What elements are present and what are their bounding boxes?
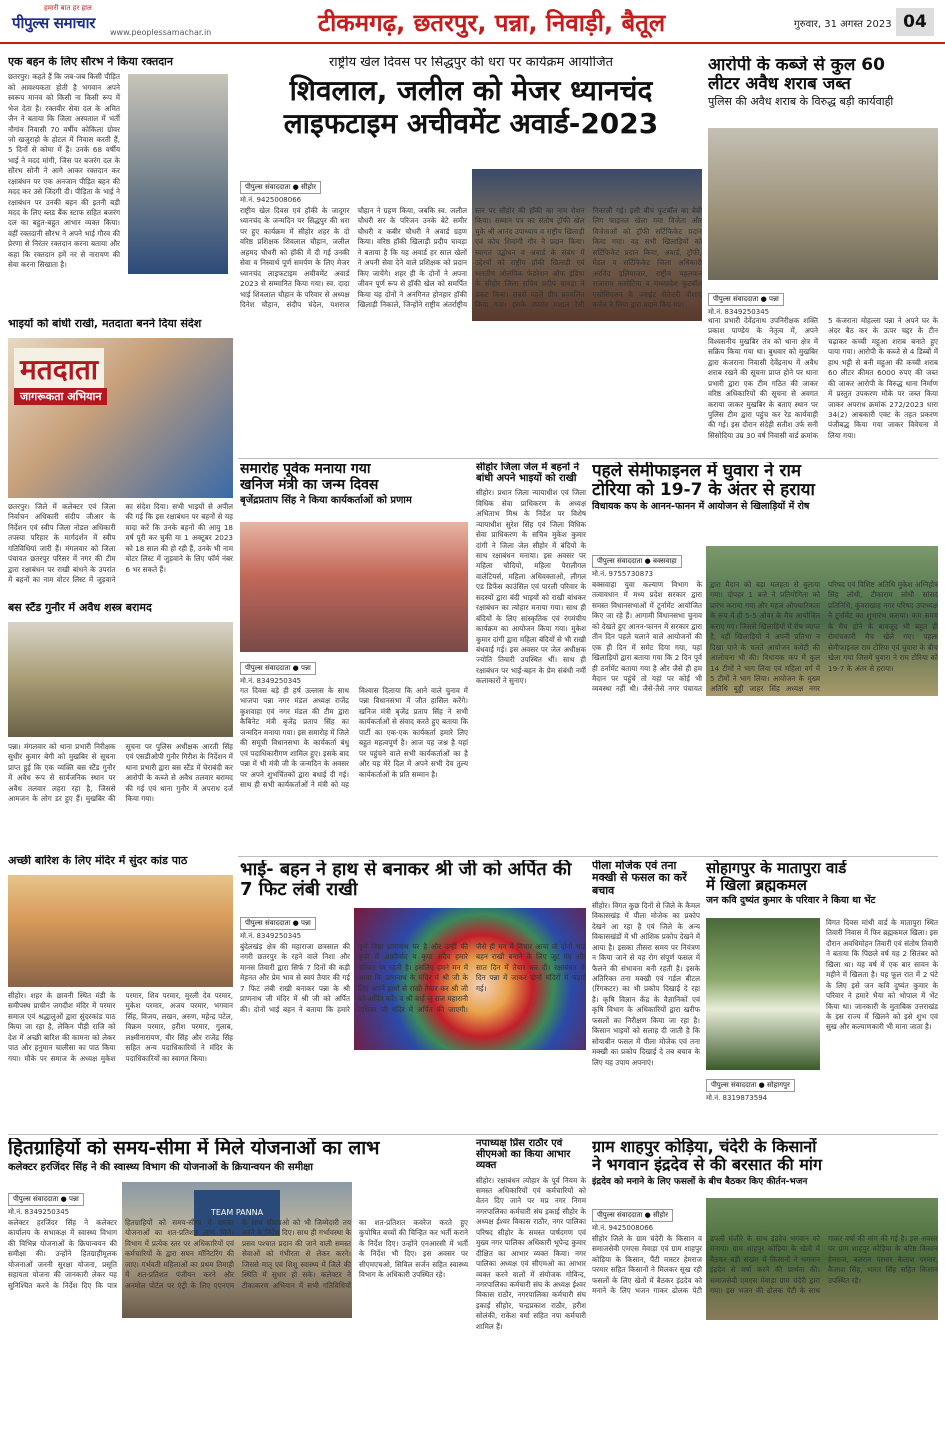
page-number: 04 [896, 8, 934, 36]
headline: समारोह पूर्वक मनाया गया [240, 462, 371, 477]
article-saurabh [8, 56, 228, 316]
kicker: राष्ट्रीय खेल दिवस पर सिद्धपुर की धरा पर कार्यक्रम आयोजित [328, 56, 614, 70]
headline: शिवलाल, जलील को मेजर ध्यानचंद [289, 73, 653, 107]
headline: सोहागपुर के मातापुरा वार्ड [706, 860, 847, 877]
article-body: सीहोर। रक्षाबंधन त्योहार के पूर्व नियम के समस्त अधिकारियों एवं कर्मचारियों को वेतन दिए जाने पर मप्र नगर निगम नगरपालिका कर्मचारी संघ इकाई सीहोर के अध्यक्ष ईश्वर विकास राठौर, नगर पालिका परिषद सीहोर के समस्त पार्षदगण एवं मुख्य नगर पालिका अधिकारी भूपेन्द्र कुमार दीक्षित का आभार व्यक्त किया। नगर पालिका अध्यक्ष एवं सीएमओ का आभार व्यक्त करने वालों में संयोजक गोविन्द, नगरपालिका कर्मचारी संघ के अध्यक्ष ईश्वर विकास राठौर, नगरपालिका कर्मचारी संघ इकाई सीहोर, चन्द्रप्रकाश राठौर, हरीश सोलंकी, राकेश वर्मा सहित नपा कर्मचारी शामिल हैं। [476, 1175, 586, 1331]
article-body: थाना प्रभारी देवेंद्रनाथ उपनिरीक्षक शक्ति प्रकाश पाण्डेय के नेतृत्व में, अपने विश्वसनीय मुखबिर तंत्र को थाना क्षेत्र में सक्रिय किया गया था। बुधवार को मुखबिर द्वारा कंजराना निवासी देवेंद्रनाथ में अवैध शराब रखने की सूचना प्राप्त होने पर थाना प्रभारी द्वारा एक टीम गठित की जाकर वरिष्ठ अधिकारियों की सूचना से अवगत कराया जाकर मुखबिर के बताए स्थान पर पुलिस टीम द्वारा पहुंच कर रेड कार्यवाही की गई। इस दौरान संदेही सतीश उर्फ सनी सिसोदिया उम्र 30 वर्ष निवासी वार्ड क्रमांक 5 कंजराना मोहल्ला पन्ना ने अपने घर के अंदर बैठ कर के ऊपर चद्दर के टीन चढ़ाकर कच्ची महुआ शराब बनाते हुए पाया गया। आरोपी के कब्जे से 4 डिब्बों में हाथ भट्टी से बनी महुआ की कच्ची शराब 60 लीटर कीमत 6000 रुपए की जब्त की जाकर आरोपी के विरुद्ध थाना निर्माण में प्रस्तुत उपकरण मौके पर जब्त किया जाकर अपराध क्रमांक 272/2023 धारा 34(2) आबकारी एक्ट के तहत प्रकरण पंजीबद्ध किया गया जाकर विवेचना में लिया गया। [708, 316, 938, 440]
article-sundarkand [8, 855, 233, 1115]
article-body: पन्ना। मंगलवार को थाना प्रभारी निरीक्षक सुधीर कुमार बेगी को मुखबिर से सूचना प्राप्त हुई कि एक व्यक्ति बस स्टैंड गुनौर में अवैध रूप से सार्वजनिक स्थान पर अवैध तलवार लहरा रहा है, जिससे आमजन के लोग डर हुए हैं। मुखबिर की सूचना पर पुलिस अधीक्षक आरती सिंह एवं एसडीओपी गुनौर गिरीश के निर्देशन में थाना प्रभारी द्वारा बस स्टैंड में घेराबंदी कर आरोपी के कब्जे से अवैध तलवार बरामद की गई एवं थाना गुनौर में अपराध दर्ज किया गया। [8, 742, 233, 804]
article-body: सीहोर जिले के ग्राम चंदेरी के किसान व समाजसेवी एमएस मेवाड़ा एवं ग्राम शाहपुर कोड़िया के किसान, पैंटी मास्टर हेमराज परमार सहित किसानों ने मिलकर सूख रही फसलों के लिए खेतों में बैठकर इंद्रदेव को मनाने के लिए भजन गाकर ढोलक पेटी ढपली मंजीरे के साथ इंद्रदेव भगवान को मनाया। ग्राम शाहपुर कोड़िया के खेतों में बैठकर बड़ी संख्या में किसानों ने भगवान इंद्रदेव से वर्षा करने की प्रार्थना की। समाजसेवी एमएस मेवाड़ा ग्राम चंदेरी द्वारा गया। इस भजन की ढोलक पेटी के साथ गाकर वर्षा की मांग की गई है। इस अवसर पर ग्राम शाहपुर कोड़िया के वरिष्ठ किसान हेमराज, बलराम परमार कैलाश परमार, कैलाश सिंह, भारत सिंह सहित किसान उपस्थित रहे। [592, 1234, 938, 1296]
article-body: सीहोर। शहर के छावनी स्थित मंडी के समीपस्थ प्राचीन जगदीश मंदिर में परमार समाज एवं श्रद्धालुओं द्वारा सुंदरकांड पाठ किया जा रहा है, लेकिन पीड़ी राजि को देश में अच्छी बारिश की कामना को लेकर पाठ और हनुमान चालीसा का पाठ किया गया। मौके पर समाज के अध्यक्ष मुकेश परमार, शिव परमार, मुरली देव परमार, मुकेश परमार, अजय परमार, भगवान सिंह, विजय, लखन, अरुण, महेन्द्र पटेल, विक्रम परमार, हरीश परमार, गुलाब, लक्ष्मीनारायण, वीर सिंह और राजेंद्र सिंह सहित अन्य पदाधिकारियों ने मंदिर के पदाधिकारियों का स्वागत किया। [8, 991, 233, 1063]
headline: बस स्टैंड गुनौर में अवैध शस्त्र बरामद [8, 602, 152, 614]
article-weapon [8, 602, 233, 852]
article-body: बक्सवाहा युवा कल्याण विभाग के तत्वावधान में मध्य प्रदेश सरकार द्वारा समस्त विधानसभाओं में टूर्नामेंट आयोजित किए जा रहे हैं। आगामी विधानसभा चुनाव को देखते हुए आनन-फानन में सरकार द्वारा तीन दिन पहले चलाने वाले आयोजनों की एक ही दिन में समेट दिया गया, यहां खिलाड़ियों द्वारा बताया गया कि 2 दिन पूर्व ही ठर्नामेंट बताया गया है और जैसे ही हम मैदान पर पहुंचे तो यहां पर कोई भी व्यवस्था नहीं थी। जैसे-तैसे नगर पंचायत द्वारा मैदान को बड़ा मलहता से बुलाया गया। दोपहर 1 बजे ने प्रतियोगिता को प्रारंभ कराया गया और महज औपचारिकता के रूप में ही 5-5 ओवर के मैच आयोजित कराए गए। जिससे खिलाड़ियों में रोष व्याप्त है, वहीं खिलाड़ियों ने अपनी प्रतिभा न दिखा पाने के चलते आयोजन कमेटी की आलोचना भी की। विधायक कप में कुल 14 टीमों ने भाग लिया एवं महिला वर्ग में 5 टीमों ने भाग लिया। आयोजन के मुख्य अतिथि बुड्डी जाहर सिंह अध्यक्ष नगर परिषद एवं विशिष्ट अतिथि मुकेश अग्निहोत्र सिंह लोधी, टीकाराम लोधी सांसद प्रतिनिधि, कुंवराखाह नगर परिषद उपाध्यक्ष ने टूर्नामेंट का शुभारंभ कराया। कम समय के मैच होने के बावजूद भी बहुत ही रोमांचकारी मैच खेले गए। पहला सेमीफाइनल राम टोरिया एवं घुवारा के बीच खेला गया जिसमें घुवारा ने राम टोरिया को 19-7 के अंतर से हराया। [592, 580, 938, 694]
article-hockey-award: राष्ट्रीय खेल दिवस पर सिद्धपुर की धरा पर कार्यक्रम आयोजित शिवलाल, जलील को मेजर ध्यानचंद लाइफटाइम अचीवमेंट अवार्ड-2023 पीपुल्स संवाददाता ● सीहोर मो.नं. 9425008066 राष्ट्रीय खेल दिवस एवं हॉकी के जादूगर ध्यानचंद के जन्मदिन पर सिद्धपुर की धरा पर हुए कार्यक्रम में सीहोर शहर के दो वरिष्ठ प्रशिक्षक शिवलाल चौहान, जलील अहमद चौधरी को हॉकी में दी गई उनकी सेवा व निस्वार्थ पूर्ण समर्पण के लिए मेजर ध्यानचंद लाइफटाइम अचीवमेंट अवार्ड 2023 से सम्मानित किया गया। स्व. दादा भाई शिवलाल चौहान के परिवार से अध्यक्ष दिनेश चौहान, संदीप चंदेल, यशराज चौहान ने ग्रहण किया, जबकि स्व. जलील चौधरी सर के परिजन उनके बेटे समीर चौधरी व कबीर चौधरी ने अवार्ड ग्रहण किया। वरिष्ठ हॉकी खिलाड़ी प्रदीप चावड़ा ने बताया है कि यह अवार्ड हर साल खेलों ने अपनी सेवा देने वाले प्रशिक्षक को प्रदान किए जायेंगे। शहर ही के दोनों ने अपना जीवन पूर्ण रूप से हॉकी खेल को समर्पित किया यह दोनों ने अनगिनत होनहार हॉकी खिलाड़ी निकाले, जिन्होंने राष्ट्रीय अंतर्राष्ट्रीय स्तर पर सीहोर की हॉकी का नाम रोशन किया। सम्मान पत्र का संतोष ट्रॉफी खेल चुके श्री आनंद उपाध्याय व राष्ट्रीय खिलाड़ी एवं कोच शिवांगी गौर ने प्रदान किया। स्वागत उद्बोधन व अवार्ड के संबंध में उद्देश्यों को राष्ट्रीय हॉकी खिलाड़ी एवं भारतीय ओलंपिक फेडरेशन ऑफ इंडिया के सीहोर जिला सचिव प्रदीप चावड़ा ने प्रकट किया। सबसे पहले दीप प्रज्वलित किया गया। इसके उपरांत मशाल रैली निकाली गई। इसी बीच फुटबॉल का बेबी लिग फाइनल खेला गया विजेता और विजेताओं को ट्रॉफी सर्टिफिकेट प्रदान किया गया। वह सभी खिलाड़ियों को सर्टिफिकेट प्रदान किया, अवार्ड, ट्रॉफी, मेडल व सर्टिफिकेट जिला अधिकारी अरविंद इलियाजार, राष्ट्रीय पहलवान राजाराम कसोटिया व मध्यप्रदेश फुटबॉल एसोसिएशन के ज्वाइंट सेक्रेटरी नौशाद कर्नल ने सिया द्वारा प्रदान किए गए। [240, 56, 702, 456]
police-photo [8, 622, 233, 737]
blood-donation-photo [128, 74, 228, 274]
headline: नपाध्यक्ष प्रिंस राठौर एवं सीएमओ का किया आभार व्यक्त [476, 1138, 571, 1172]
byline: पीपुल्स संवाददाता ● बक्सवाहा [592, 555, 682, 568]
article-thanks [476, 1138, 586, 1438]
headline: आरोपी के कब्जे से कुल 60 [708, 56, 885, 75]
rakhi-voter-photo: मतदाता जागरूकता अभियान [8, 338, 233, 498]
article-minister: समारोह पूर्वक मनाया गया खनिज मंत्री का जन्म दिवस बृजेंद्रप्रताप सिंह ने किया कार्यकर्ताओं को प्रणाम पीपुल्स संवाददाता ● पन्ना मो.नं. 8349250345 गत दिवस बड़े ही हर्ष उल्लास के साथ भाजपा पन्ना नगर मंडल अध्यक्ष राजेंद्र कुशवाहा एवं नगर मंडल की टीम द्वारा कैबिनेट मंत्री बृजेंद्र प्रताप सिंह का जन्मदिन मनाया गया। इस समारोह में जिले की समूची विधानसभा के कार्यकर्ता बंधु एवं पदाधिकारीगण शामिल हुए। इसके बाद पन्ना में भी मंत्री जी के जन्मदिन के अवसर पर अपने शुभचिंतकों द्वारा बधाई दी गई। साथ ही सभी कार्यकर्ताओं ने मंत्री को यह विश्वास दिलाया कि आने वाले चुनाव में पन्ना विधानसभा में जीत हासिल करेंगे। खनिज मंत्री बृजेंद्र प्रताप सिंह ने सभी कार्यकर्ताओं से संवाद करते हुए बताया कि पार्टी का एक-एक कार्यकर्ता हमारे लिए बहुत महत्वपूर्ण है। आज यह जश्न है यहां पर पहुंचने वाले सभी कार्यकर्ताओं का है और यह मेरे दिल में अपने सभी देव तुल्य कार्यकर्ताओं के प्रति सम्मान है। [240, 462, 468, 832]
article-collector-review: हितग्राहियों को समय-सीमा में मिले योजनाओं का लाभ कलेक्टर हरजिंदर सिंह ने की स्वास्थ्य विभाग की योजनाओं के क्रियान्वयन की समीक्षा पीपुल्स संवाददाता ● पन्ना मो.नं. 8349250345 TEAM PANNA कलेक्टर हरजिंदर सिंह ने कलेक्टर कार्यालय के सभाकक्ष में स्वास्थ्य विभाग की विभिन्न योजनाओं के क्रियान्वयन की समीक्षा की। उन्होंने हितग्राहीमूलक योजनाओं जननी सुरक्षा योजना, प्रसूति सहायता योजना की जानकारी लेकर यह सुनिश्चित करने के निर्देश दिए कि पात्र हितग्राहियों को समय-सीमा में समस्त योजनाओं का शत-प्रतिशत लाभ मिले। विभाग में प्रत्येक स्तर पर अधिकारियों एवं कर्मचारियों के द्वारा सघन मॉनिटरिंग की जाए। गर्भवती महिलाओं का प्रथम तिमाही में शत-प्रतिशत पंजीयन करने और अनमोल पोर्टल पर एंट्री के लिए एएनएम के साथ सीएचओ को भी जिम्मेदारी तय करने के निर्देश दिए। साथ ही गर्भावस्था के प्रसव पश्चात प्रदान की जाने वाली समस्त सेवाओं को गंभीरता से लेकर करने। जिससे मातृ एवं शिशु स्वास्थ्य में जिले की स्थिति में सुधार हो सके। कलेक्टर ने टीकाकरण अभियान में सभी गतिविधियों का शत-प्रतिशत कवरेज करते हुए कुपोषित बच्चों की चिन्हित कर भर्ती कराने के निर्देश दिए। उन्होंने एनआरसी में भर्ती के निर्देश भी दिए। इस अवसर पर सीएमएचओ, सिविल सर्जन सहित स्वास्थ्य विभाग के अधिकारी उपस्थित रहे। [8, 1138, 468, 1438]
headline: भाइयों को बांधी राखी, मतदाता बनने दिया संदेश [8, 318, 202, 330]
headline: हितग्राहियों को समय-सीमा में मिले योजनाओं का लाभ [8, 1138, 380, 1159]
article-body: सीहोर। प्रधान जिला न्यायाधीश एवं जिला विधिक सेवा प्राधिकरण के अध्यक्ष अभिताभ मिश्र के निर्देश पर विशेष न्यायाधीश सुरेश सिंह एवं जिला विधिक सेवा प्राधिकरण के सचिव मुकेश कुमार दांगी ने जिला जेल सीहोर में बंदियों के साथ रक्षाबंधन मनाया। इस अवसर पर महिला चौदियो, महिला पैरालीगल वालेटियर्स, महिला अधिवक्ताओं, लीगल एड डिफेंस काउंसिल एवं पारली परिवार के सदस्यों द्वारा बंदी भाइयों को राखी बांधकर रक्षाबंधन का त्योहार मनाया गया। साथ ही बंदियों के लिए सांस्कृतिक एवं रंगमंचीय कार्यक्रम का आयोजन किया गया। मुकेश कुमार दांगी द्वारा महिला बंदियों से भी राखी बंधवाई गई। इस अवसर पर जेल अधीक्षक ज्योति तिवारी उपस्थित थीं। साथ ही रक्षाबंधन पर भाई-बहन के प्रेम संबंधी नर्मी कलाकारों ने सुनाए। [476, 488, 586, 686]
brahmakamal-flower-photo [706, 918, 820, 1070]
byline: पीपुल्स संवाददाता ● पन्ना [8, 1193, 84, 1206]
byline: पीपुल्स संवाददाता ● सीहोर [592, 1209, 673, 1222]
article-jail [476, 462, 586, 832]
headline: एक बहन के लिए सौरभ ने किया रक्तदान [8, 56, 174, 68]
headline: पहले सेमीफाइनल में घुवारा ने राम [592, 462, 802, 481]
byline: पीपुल्स संवाददाता ● पन्ना [240, 917, 316, 930]
temple-photo [8, 875, 233, 987]
article-body: सीहोर। विगत कुछ दिनों से जिले के कैमल विकासखंड़ में पीला मोजेक का प्रकोप देखने आ रहा है एवं जिले के अन्य विकासखंडों में भी आंशिक प्रकोप देखने में आया है। इसका तीसरा समय पर नियंत्रण न किया जाने से यह रोग संपूर्ण फसल में फैलने की संभावना बनी रहती है। इसके अतिरिक्त तना मक्खी एवं गर्डल बीटल (रिंगकटर) का भी प्रकोप दिखाई दे रहा है। कृषि विज्ञान केंद्र के वैज्ञानिकों एवं कृषि विभाग के अधिकारियों द्वारा खरीफ फसलों का निरीक्षण किया जा रहा है। किसान भाइयों को सलाह दी जाती है कि सोयाबीन फसल में पीला मोजेक एवं तना मक्खी का प्रकोप दिखाई दे तब बचाव के लिए यह उपाय अपनाएं। [592, 900, 700, 1067]
headline: पीला मोजेक एवं तना मक्खी से फसल का करें बचाव [592, 860, 687, 897]
article-body: कलेक्टर हरजिंदर सिंह ने कलेक्टर कार्यालय के सभाकक्ष में स्वास्थ्य विभाग की विभिन्न योजनाओं के क्रियान्वयन की समीक्षा की। उन्होंने हितग्राहीमूलक योजनाओं जननी सुरक्षा योजना, प्रसूति सहायता योजना की जानकारी लेकर यह सुनिश्चित करने के निर्देश दिए कि पात्र हितग्राहियों को समय-सीमा में समस्त योजनाओं का शत-प्रतिशत लाभ मिले। विभाग में प्रत्येक स्तर पर अधिकारियों एवं कर्मचारियों के द्वारा सघन मॉनिटरिंग की जाए। गर्भवती महिलाओं का प्रथम तिमाही में शत-प्रतिशत पंजीयन करने और अनमोल पोर्टल पर एंट्री के लिए एएनएम के साथ सीएचओ को भी जिम्मेदारी तय करने के निर्देश दिए। साथ ही गर्भावस्था के प्रसव पश्चात प्रदान की जाने वाली समस्त सेवाओं को गंभीरता से लेकर करने। जिससे मातृ एवं शिशु स्वास्थ्य में जिले की स्थिति में सुधार हो सके। कलेक्टर ने टीकाकरण अभियान में सभी गतिविधियों का शत-प्रतिशत कवरेज करते हुए कुपोषित बच्चों की चिन्हित कर भर्ती कराने के निर्देश दिए। उन्होंने एनआरसी में भर्ती के निर्देश भी दिए। इस अवसर पर सीएमएचओ, सिविल सर्जन सहित स्वास्थ्य विभाग के अधिकारी उपस्थित रहे। [8, 1218, 468, 1290]
article-body: विगत दिवस मांथी वार्ड के मातापुरा स्थित तिवारी निवास में फिर ब्रह्मकमल खिला। इस दौरान अवधिमोहन तिवारी एवं संतोष तिवारी ने बताया कि पिछले वर्ष यह 2 सितंबर को खिला था। यह वर्ष में एक बार सावन के महीने में खिलता है। यह फूल रात में 2 घंटे के लिए इसे जन कवि दुष्यंत कुमार के परिवार ने हमारे भैया को भोपाल में भेंट किया था। जानकारी के मुताबिक उत्तराखंड के इस राज्य में खिलने को इसे शुभ एवं सुख और कल्याणकारी भी माना जाता है। [826, 918, 938, 1032]
issue-date: गुरुवार, 31 अगस्त 2023 [794, 19, 892, 30]
article-brahmakamal: सोहागपुर के मातापुरा वार्ड में खिला ब्रह्मकमल जन कवि दुष्यंत कुमार के परिवार ने किया था भेंट पीपुल्स संवाददाता ● सोहागपुर मो.नं. 8319873594 विगत दिवस मांथी वार्ड के मातापुरा स्थित तिवारी निवास में फिर ब्रह्मकमल खिला। इस दौरान अवधिमोहन तिवारी एवं संतोष तिवारी ने बताया कि पिछले वर्ष यह 2 सितंबर को खिला था। यह वर्ष में एक बार सावन के महीने में खिलता है। यह फूल रात में 2 घंटे के लिए इसे जन कवि दुष्यंत कुमार के परिवार ने हमारे भैया को भोपाल में भेंट किया था। जानकारी के मुताबिक उत्तराखंड के इस राज्य में खिलने को इसे शुभ एवं सुख और कल्याणकारी भी माना जाता है। [706, 860, 938, 1130]
voter-banner: मतदाता [14, 348, 104, 390]
masthead [0, 0, 945, 44]
article-body: बुंदेलखंड़ क्षेत्र की महाराजा छत्रसाल की नगरी छतरपुर के रहने वाले निशा और मानस तिवारी द्वारा सिर्फ 7 दिनों की कड़ी मेहनत और प्रेम भाव से स्वयं तैयार की गई 7 फिट लंबी राखी बनाकर पन्ना के श्री प्राणनाथ जी मंदिर में श्री जी को अर्पित की। दोनों भाई बहन ने बताया कि हमारे पूर्ण निष्ठा प्राणनाथ पर है और उन्हीं की कृपा से आशीर्वाद व कृपा सदैव हमारे परिवार पर रहती है। इसलिए हमने मन में आया कि प्राणनाथ के मंदिर में श्री जी के लिए अपने हाथों से राखी तैयार कर श्री जी को अर्पित करें। व श्री बाई जु राज महारानी राधिका जी मंदिर में अर्पित की जाएगी। जैसे ही मन में विचार आया तो दोनों भाई बहन राखी बनाने के लिए जुट गए और सात दिन में तैयार कर दी। रक्षाबंधन के दिन पन्ना में जाकर दोनों मंदिरों में चढ़ाई गई। [240, 942, 586, 1014]
headline: अच्छी बारिश के लिए मंदिर में सुंदर कांड पाठ [8, 855, 188, 867]
article-body: छतरपुर। जिले में कलेक्टर एवं जिला निर्वाचन अधिकारी संदीप जीआर के निर्देशन एवं स्वीप जिला नोडल अधिकारी तपस्या परिहार के मार्गदर्शन में स्वीप गतिविधियां जारी हैं। मंगलवार को जिला पंचायत छतरपुर परिसर में नगर की टीम द्वारा रक्षाबंधन पर राखी बांधने के उपरांत में बहनों का नाम वोटर लिस्ट में जुड़वाने का संदेश दिया। सभी भाइयों से अपील की गई कि इस रक्षाबंधन पर बहनों से यह वादा करें कि उनके बहनों की आयु 18 वर्ष पूरी कर चुकी या 1 अक्टूबर 2023 को 18 साल की हो रही हैं, उनके भी नाम वोटर लिस्ट में जुड़वाने के लिए फॉर्म नंबर 6 भर सकते हैं। [8, 502, 233, 585]
meeting-photo: TEAM PANNA [122, 1182, 352, 1318]
article-semifinal: पहले सेमीफाइनल में घुवारा ने राम टोरिया को 19-7 के अंतर से हराया विधायक कप के आनन-फानन में आयोजन से खिलाड़ियों में रोष पीपुल्स संवाददाता ● बक्सवाहा मो.नं. 9755730873 बक्सवाहा युवा कल्याण विभाग के तत्वावधान में मध्य प्रदेश सरकार द्वारा समस्त विधानसभाओं में टूर्नामेंट आयोजित किए जा रहे हैं। आगामी विधानसभा चुनाव को देखते हुए आनन-फानन में सरकार द्वारा तीन दिन पहले चलाने वाले आयोजनों की एक ही दिन में समेट दिया गया, यहां खिलाड़ियों द्वारा बताया गया कि 2 दिन पूर्व ही ठर्नामेंट बताया गया है और जैसे ही हम मैदान पर पहुंचे तो यहां पर कोई भी व्यवस्था नहीं थी। जैसे-तैसे नगर पंचायत द्वारा मैदान को बड़ा मलहता से बुलाया गया। दोपहर 1 बजे ने प्रतियोगिता को प्रारंभ कराया गया और महज औपचारिकता के रूप में ही 5-5 ओवर के मैच आयोजित कराए गए। जिससे खिलाड़ियों में रोष व्याप्त है, वहीं खिलाड़ियों ने अपनी प्रतिभा न दिखा पाने के चलते आयोजन कमेटी की आलोचना भी की। विधायक कप में कुल 14 टीमों ने भाग लिया एवं महिला वर्ग में 5 टीमों ने भाग लिया। आयोजन के मुख्य अतिथि बुड्डी जाहर सिंह अध्यक्ष नगर परिषद एवं विशिष्ट अतिथि मुकेश अग्निहोत्र सिंह लोधी, टीकाराम लोधी सांसद प्रतिनिधि, कुंवराखाह नगर परिषद उपाध्यक्ष ने टूर्नामेंट का शुभारंभ कराया। कम समय के मैच होने के बावजूद भी बहुत ही रोमांचकारी मैच खेले गए। पहला सेमीफाइनल राम टोरिया एवं घुवारा के बीच खेला गया जिसमें घुवारा ने राम टोरिया को 19-7 के अंतर से हराया। [592, 462, 938, 852]
newspaper-logo: हमारी बात हर हाल पीपुल्स समाचार www.peoplessamachar.in [12, 4, 212, 37]
article-body: राष्ट्रीय खेल दिवस एवं हॉकी के जादूगर ध्यानचंद के जन्मदिन पर सिद्धपुर की धरा पर हुए कार्यक्रम में सीहोर शहर के दो वरिष्ठ प्रशिक्षक शिवलाल चौहान, जलील अहमद चौधरी को हॉकी में दी गई उनकी सेवा व निस्वार्थ पूर्ण समर्पण के लिए मेजर ध्यानचंद लाइफटाइम अचीवमेंट अवार्ड 2023 से सम्मानित किया गया। स्व. दादा भाई शिवलाल चौहान के परिवार से अध्यक्ष दिनेश चौहान, संदीप चंदेल, यशराज चौहान ने ग्रहण किया, जबकि स्व. जलील चौधरी सर के परिजन उनके बेटे समीर चौधरी व कबीर चौधरी ने अवार्ड ग्रहण किया। वरिष्ठ हॉकी खिलाड़ी प्रदीप चावड़ा ने बताया है कि यह अवार्ड हर साल खेलों ने अपनी सेवा देने वाले प्रशिक्षक को प्रदान किए जायेंगे। शहर ही के दोनों ने अपना जीवन पूर्ण रूप से हॉकी खेल को समर्पित किया यह दोनों ने अनगिनत होनहार हॉकी खिलाड़ी निकाले, जिन्होंने राष्ट्रीय अंतर्राष्ट्रीय स्तर पर सीहोर की हॉकी का नाम रोशन किया। सम्मान पत्र का संतोष ट्रॉफी खेल चुके श्री आनंद उपाध्याय व राष्ट्रीय खिलाड़ी एवं कोच शिवांगी गौर ने प्रदान किया। स्वागत उद्बोधन व अवार्ड के संबंध में उद्देश्यों को राष्ट्रीय हॉकी खिलाड़ी एवं भारतीय ओलंपिक फेडरेशन ऑफ इंडिया के सीहोर जिला सचिव प्रदीप चावड़ा ने प्रकट किया। सबसे पहले दीप प्रज्वलित किया गया। इसके उपरांत मशाल रैली निकाली गई। इसी बीच फुटबॉल का बेबी लिग फाइनल खेला गया विजेता और विजेताओं को ट्रॉफी सर्टिफिकेट प्रदान किया गया। वह सभी खिलाड़ियों को सर्टिफिकेट प्रदान किया, अवार्ड, ट्रॉफी, मेडल व सर्टिफिकेट जिला अधिकारी अरविंद इलियाजार, राष्ट्रीय पहलवान राजाराम कसोटिया व मध्यप्रदेश फुटबॉल एसोसिएशन के ज्वाइंट सेक्रेटरी नौशाद कर्नल ने सिया द्वारा प्रदान किए गए। [240, 206, 702, 309]
seized-liquor-photo [708, 128, 938, 280]
article-liquor: आरोपी के कब्जे से कुल 60 लीटर अवैध शराब जब्त पुलिस की अवैध शराब के विरुद्ध बड़ी कार्यवाही पीपुल्स संवाददाता ● पन्ना मो.नं. 8349250345 थाना प्रभारी देवेंद्रनाथ उपनिरीक्षक शक्ति प्रकाश पाण्डेय के नेतृत्व में, अपने विश्वसनीय मुखबिर तंत्र को थाना क्षेत्र में सक्रिय किया गया था। बुधवार को मुखबिर द्वारा कंजराना निवासी देवेंद्रनाथ में अवैध शराब रखने की सूचना प्राप्त होने पर थाना प्रभारी द्वारा एक टीम गठित की जाकर वरिष्ठ अधिकारियों की सूचना से अवगत कराया जाकर मुखबिर के बताए स्थान पर पुलिस टीम द्वारा पहुंच कर रेड कार्यवाही की गई। इस दौरान संदेही सतीश उर्फ सनी सिसोदिया उम्र 30 वर्ष निवासी वार्ड क्रमांक 5 कंजराना मोहल्ला पन्ना ने अपने घर के अंदर बैठ कर के ऊपर चद्दर के टीन चढ़ाकर कच्ची महुआ शराब बनाते हुए पाया गया। आरोपी के कब्जे से 4 डिब्बों में हाथ भट्टी से बनी महुआ की कच्ची शराब 60 लीटर कीमत 6000 रुपए की जब्त की जाकर आरोपी के विरुद्ध थाना निर्माण में प्रस्तुत उपकरण मौके पर जब्त किया जाकर अपराध क्रमांक 272/2023 धारा 34(2) आबकारी एक्ट के तहत प्रकरण पंजीबद्ध किया गया जाकर विवेचना में लिया गया। [708, 56, 938, 446]
byline: पीपुल्स संवाददाता ● पन्ना [708, 293, 784, 306]
headline: ग्राम शाहपुर कोड़िया, चंदेरी के किसानों [592, 1138, 817, 1156]
headline: सीहोर जिला जेल में बहनों ने बांधी अपने भाइयों को राखी [476, 462, 580, 485]
article-voter [8, 318, 233, 598]
edition-cities: टीकमगढ़, छतरपुर, पन्ना, निवाड़ी, बैतूल [318, 9, 666, 37]
headline: भाई- बहन ने हाथ से बनाकर श्री जी को अर्पित की 7 फिट लंबी राखी [240, 860, 572, 901]
byline: पीपुल्स संवाददाता ● सोहागपुर [706, 1079, 795, 1092]
birthday-photo [240, 522, 468, 652]
article-yellow-mosaic [592, 860, 700, 1130]
byline: पीपुल्स संवाददाता ● सीहोर [240, 181, 321, 194]
article-farmers-rain: ग्राम शाहपुर कोड़िया, चंदेरी के किसानों ने भगवान इंद्रदेव से की बरसात की मांग इंद्रदेव को मनाने के लिए फसलों के बीच बैठकर किए कीर्तन-भजन पीपुल्स संवाददाता ● सीहोर मो.नं. 9425008066 सीहोर जिले के ग्राम चंदेरी के किसान व समाजसेवी एमएस मेवाड़ा एवं ग्राम शाहपुर कोड़िया के किसान, पैंटी मास्टर हेमराज परमार सहित किसानों ने मिलकर सूख रही फसलों के लिए खेतों में बैठकर इंद्रदेव को मनाने के लिए भजन गाकर ढोलक पेटी ढपली मंजीरे के साथ इंद्रदेव भगवान को मनाया। ग्राम शाहपुर कोड़िया के खेतों में बैठकर बड़ी संख्या में किसानों ने भगवान इंद्रदेव से वर्षा करने की प्रार्थना की। समाजसेवी एमएस मेवाड़ा ग्राम चंदेरी द्वारा गया। इस भजन की ढोलक पेटी के साथ गाकर वर्षा की मांग की गई है। इस अवसर पर ग्राम शाहपुर कोड़िया के वरिष्ठ किसान हेमराज, बलराम परमार कैलाश परमार, कैलाश सिंह, भारत सिंह सहित किसान उपस्थित रहे। [592, 1138, 938, 1438]
article-giant-rakhi: भाई- बहन ने हाथ से बनाकर श्री जी को अर्पित की 7 फिट लंबी राखी पीपुल्स संवाददाता ● पन्ना मो.नं. 8349250345 बुंदेलखंड़ क्षेत्र की महाराजा छत्रसाल की नगरी छतरपुर के रहने वाले निशा और मानस तिवारी द्वारा सिर्फ 7 दिनों की कड़ी मेहनत और प्रेम भाव से स्वयं तैयार की गई 7 फिट लंबी राखी बनाकर पन्ना के श्री प्राणनाथ जी मंदिर में श्री जी को अर्पित की। दोनों भाई बहन ने बताया कि हमारे पूर्ण निष्ठा प्राणनाथ पर है और उन्हीं की कृपा से आशीर्वाद व कृपा सदैव हमारे परिवार पर रहती है। इसलिए हमने मन में आया कि प्राणनाथ के मंदिर में श्री जी के लिए अपने हाथों से राखी तैयार कर श्री जी को अर्पित करें। व श्री बाई जु राज महारानी राधिका जी मंदिर में अर्पित की जाएगी। जैसे ही मन में विचार आया तो दोनों भाई बहन राखी बनाने के लिए जुट गए और सात दिन में तैयार कर दी। रक्षाबंधन के दिन पन्ना में जाकर दोनों मंदिरों में चढ़ाई गई। [240, 860, 586, 1130]
byline: पीपुल्स संवाददाता ● पन्ना [240, 662, 316, 675]
article-body: छतरपुर। कहते हैं कि जब-जब किसी पीड़ित को आवश्यकता होती है भगवान अपने स्वरूप मानव को किसी ना किसी रूप में भेज देता है। रक्तवीर सेवा दल के अमित जैन ने बताया कि जिला अस्पताल में भर्ती नौगांव निवासी 70 वर्षीय कोकिला ग्रोवर जो खजुराहो के होटल में निवास करती हैं, 5 दिनों से कोमा में हैं। उनके 68 वर्षीय भाई ने मदद मांगी, जिस पर बजरंग दल के सौरभ सोनी ने आगे आकर रक्तदान कर रक्षाबंधन पर एक अनजान पीड़ित बहन की मदद कर उसे जिंदगी दी। पीड़िता के भाई ने रक्षाबंधन पर उनकी बहन की इतनी बड़ी मदद के लिए ब्लड बैंक स्टाफ सहित बजरंग दल का बहुत-बहुत आभार व्यक्त किया। वहीं रक्तदानी सौरभ ने अपने भाई गौरव की प्रेरणा से निरंतर रक्तदान करना बताया और कहा कि रक्तदान हमें नर से नारायण की सेवा करना सिखाता है। [8, 72, 120, 270]
article-body: गत दिवस बड़े ही हर्ष उल्लास के साथ भाजपा पन्ना नगर मंडल अध्यक्ष राजेंद्र कुशवाहा एवं नगर मंडल की टीम द्वारा कैबिनेट मंत्री बृजेंद्र प्रताप सिंह का जन्मदिन मनाया गया। इस समारोह में जिले की समूची विधानसभा के कार्यकर्ता बंधु एवं पदाधिकारीगण शामिल हुए। इसके बाद पन्ना में भी मंत्री जी के जन्मदिन के अवसर पर अपने शुभचिंतकों द्वारा बधाई दी गई। साथ ही सभी कार्यकर्ताओं ने मंत्री को यह विश्वास दिलाया कि आने वाले चुनाव में पन्ना विधानसभा में जीत हासिल करेंगे। खनिज मंत्री बृजेंद्र प्रताप सिंह ने सभी कार्यकर्ताओं से संवाद करते हुए बताया कि पार्टी का एक-एक कार्यकर्ता हमारे लिए बहुत महत्वपूर्ण है। आज यह जश्न है यहां पर पहुंचने वाले सभी कार्यकर्ताओं का है और यह मेरे दिल में अपने सभी देव तुल्य कार्यकर्ताओं के प्रति सम्मान है। [240, 686, 468, 789]
website-link[interactable]: www.peoplessamachar.in [110, 28, 212, 37]
